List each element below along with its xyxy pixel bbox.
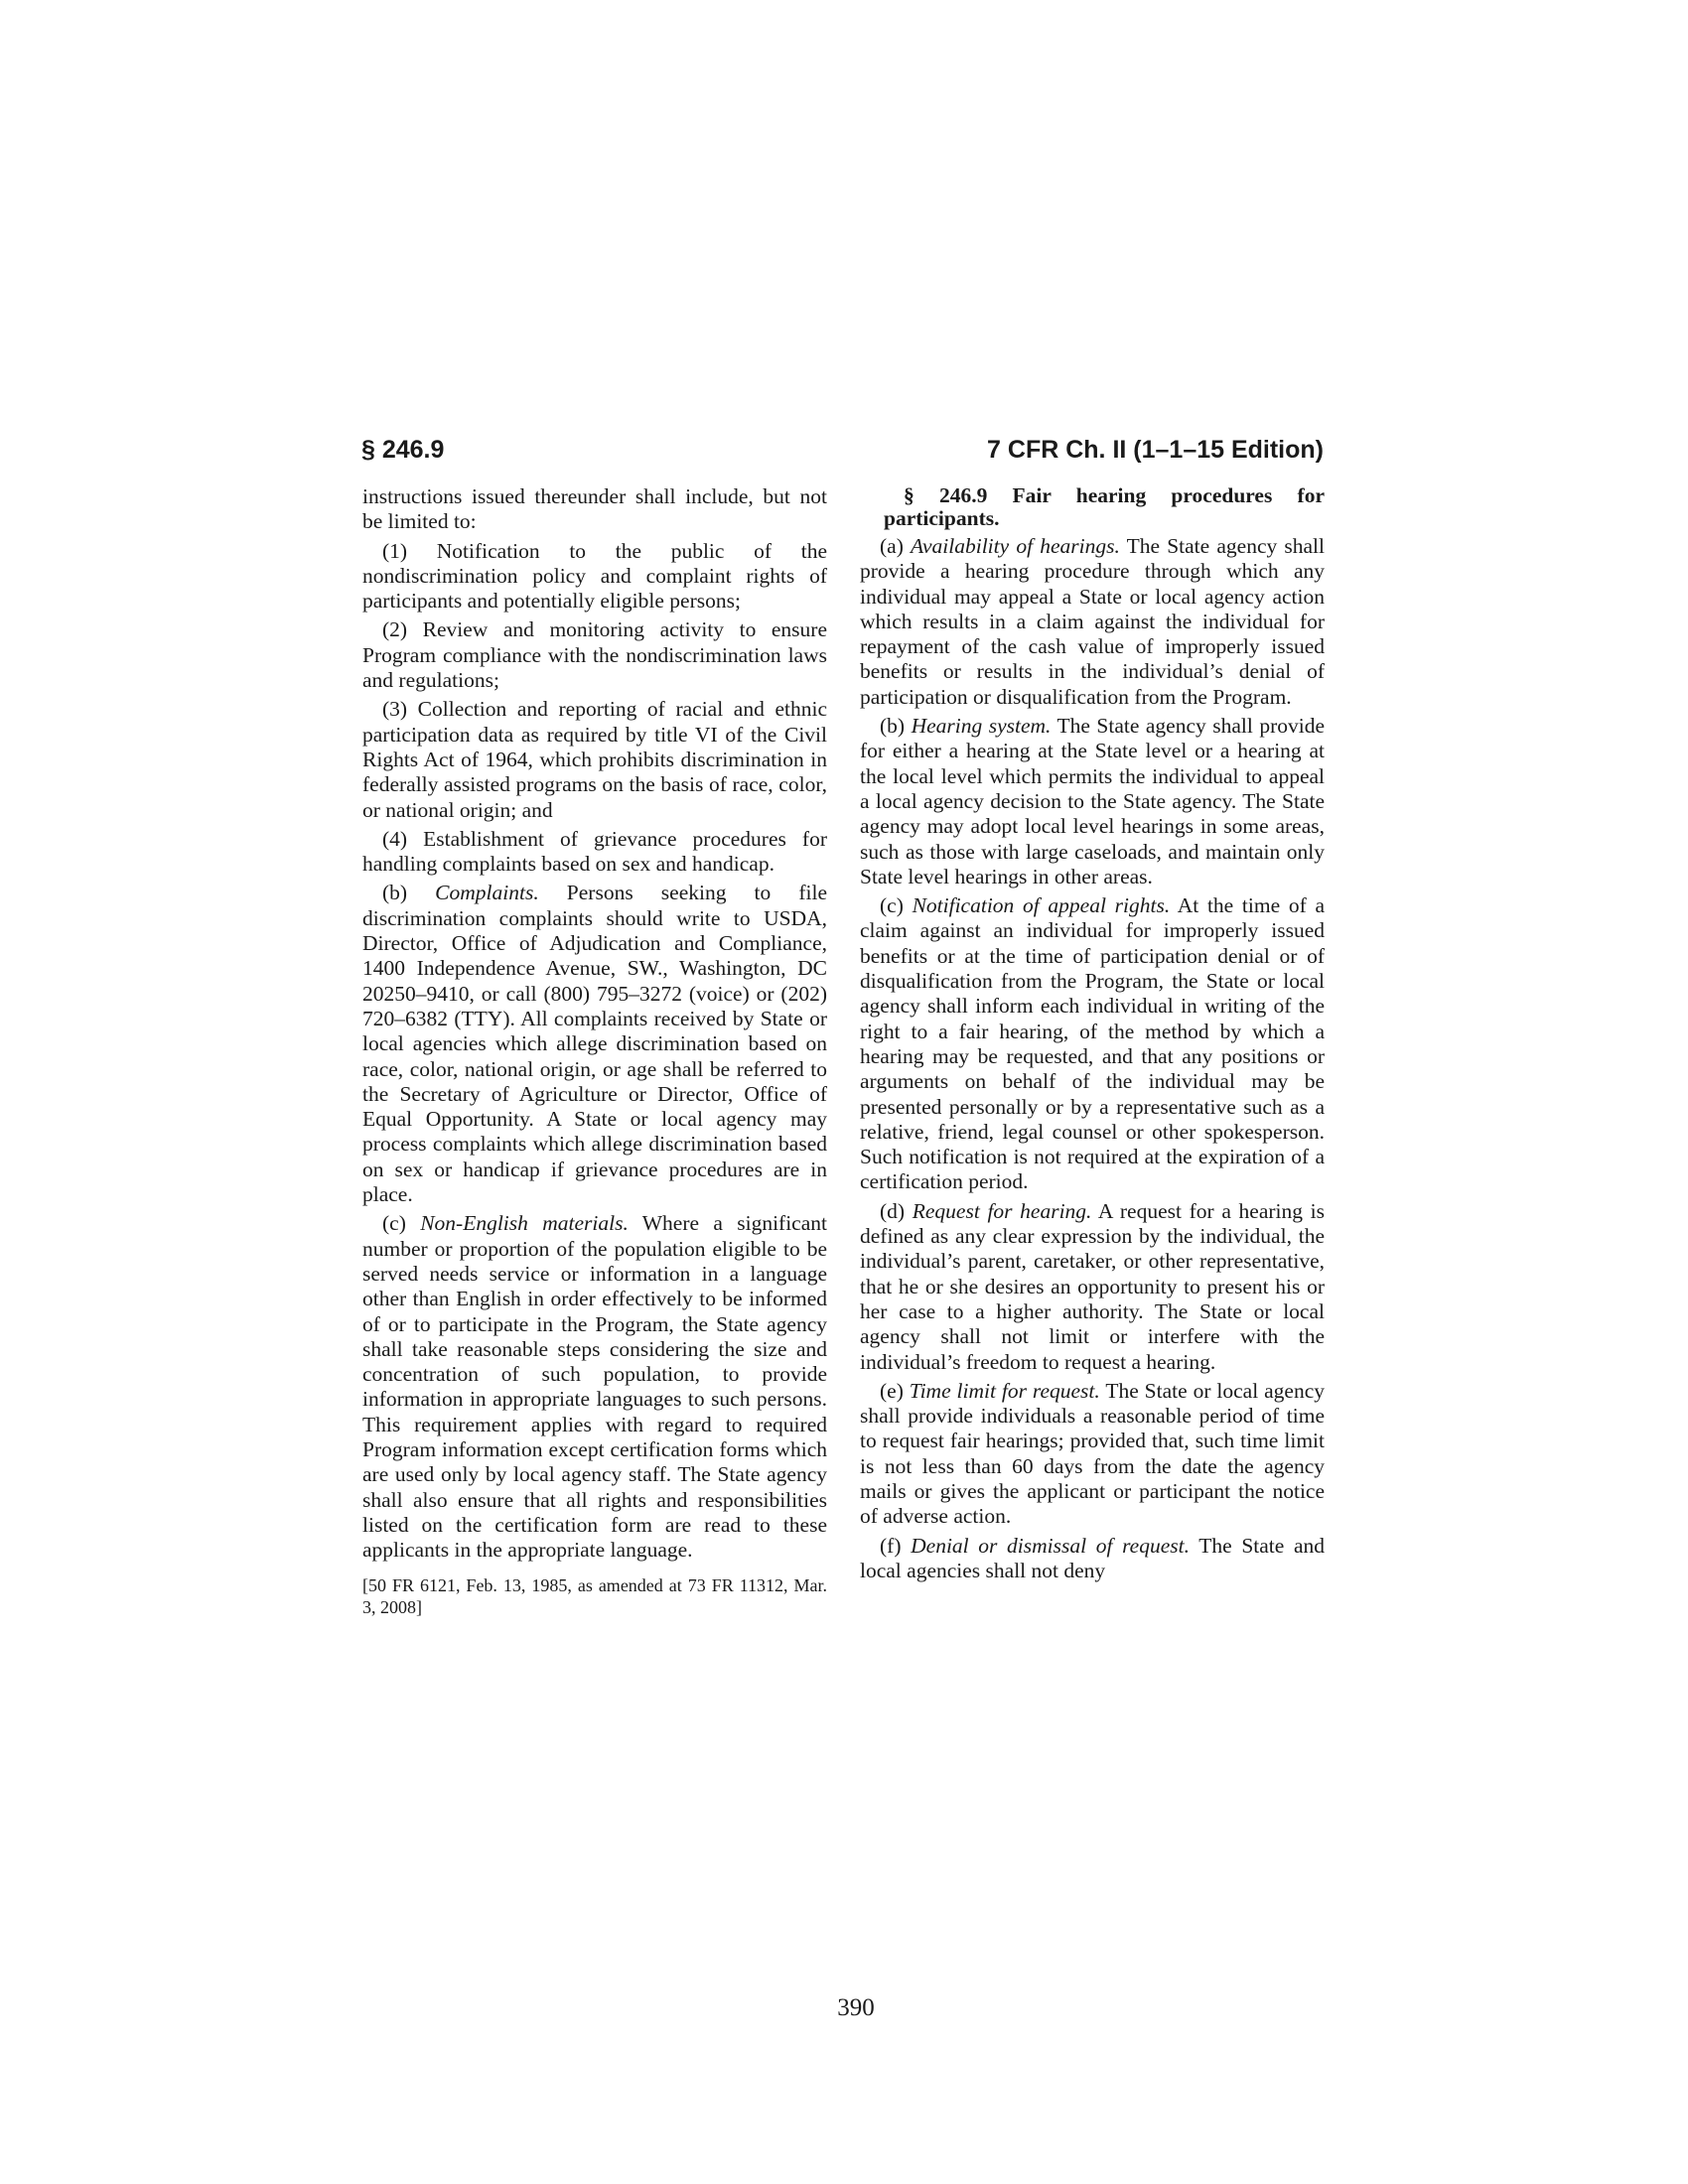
paragraph-label: (c)	[382, 1211, 406, 1236]
paragraph-c-non-english-materials	[362, 1211, 827, 1563]
paragraph-text: The State or local agency shall provide individuals a reasonable period of time to request fair hearings; provided that, such time limit is not less than 60 days from the date the agency mails or gives the applicant or participant the notice of adverse action.	[860, 1378, 1325, 1529]
paragraph-c-notification	[860, 893, 1325, 1195]
paragraph-text: At the time of a claim against an individual for improperly issued benefits or at the time of participation denial or of disqualification from the Program, the State or local agency shall inform each individual in writing of the right to a fair hearing, of the method by which a hearing may be requested, and that any positions or arguments on behalf of the individual may be presented personally or by a representative such as a relative, friend, legal counsel or other spokesperson. Such notification is not required at the expiration of a certification period.	[860, 893, 1325, 1194]
paragraph-text: Where a significant number or proportion of the population eligible to be served needs service or information in a language other than English in order effectively to be informed of or to participate in the Program, the State agency shall take reasonable steps considering the size and concentration of such population, to provide information in appropriate languages to such persons. This requirement applies with regard to required Program information except certification forms which are used only by local agency staff. The State agency shall also ensure that all rights and responsibilities listed on the certification form are read to these applicants in the appropriate language.	[362, 1211, 827, 1563]
paragraph-label: (a)	[880, 534, 904, 558]
left-column	[362, 484, 827, 1622]
list-item-1: (1) Notification to the public of the nondiscrimination policy and complaint rights of participants and potentially eligible persons;	[362, 538, 827, 614]
list-item-3: (3) Collection and reporting of racial and ethnic participation data as required by title VI of the Civil Rights Act of 1964, which prohibits discrimination in federally assisted programs on the basis of race, color, or national origin; and	[362, 697, 827, 822]
paragraph-text: A request for a hearing is defined as any clear expression by the individual, the individual’s parent, caretaker, or other representative, that he or she desires an opportunity to present his or her case to a higher authority. The State or local agency shall not limit or interfere with the individual’s freedom to request a hearing.	[860, 1198, 1325, 1374]
paragraph-heading: Non-English materials.	[420, 1211, 629, 1236]
paragraph-b-complaints	[362, 881, 827, 1207]
paragraph-b-hearing-system	[860, 714, 1325, 889]
paragraph-text: Persons seeking to file discrimination complaints should write to USDA, Director, Office of Adjudication and Compliance, 1400 Independence Avenue, SW., Washington, DC 20250–9410, or call (800) 795–3272 (voice) or (202) 720–6382 (TTY). All complaints received by State or local agencies which allege discrimination based on race, color, national origin, or age shall be referred to the Secretary of Agriculture or Director, Office of Equal Opportunity. A State or local agency may process complaints which allege discrimination based on sex or handicap if grievance procedures are in place.	[362, 881, 828, 1207]
running-head-title: 7 CFR Ch. II (1–1–15 Edition)	[987, 436, 1324, 464]
paragraph-label: (b)	[880, 714, 906, 739]
paragraph-text: The State agency shall provide a hearing procedure through which any individual may appeal a State or local agency action which results in a claim against the individual for repayment of the cash value of improperly issued benefits or results in the individual’s denial of participation or disqualification from the Program.	[860, 534, 1326, 709]
paragraph-heading: Hearing system.	[911, 714, 1052, 739]
paragraph-f-denial	[860, 1534, 1325, 1584]
list-item-2: (2) Review and monitoring activity to ensure Program compliance with the nondiscrimination laws and regulations;	[362, 617, 827, 693]
page-number: 390	[837, 1994, 875, 2021]
paragraph-label: (d)	[880, 1198, 906, 1223]
paragraph-d-request	[860, 1199, 1325, 1375]
paragraph-text: The State agency shall provide for either a hearing at the State level or a hearing at the local level which permits the individual to appeal a local agency decision to the State agency. The State agency may adopt local level hearings in some areas, such as those with large caseloads, and maintain only State level hearings in other areas.	[860, 714, 1325, 888]
paragraph-label: (b)	[382, 881, 408, 905]
paragraph-heading: Availability of hearings.	[911, 534, 1120, 558]
running-head-section: § 246.9	[361, 436, 445, 464]
paragraph-heading: Complaints.	[435, 881, 539, 905]
paragraph-a-availability	[860, 534, 1325, 710]
paragraph-label: (c)	[880, 893, 904, 918]
paragraph-heading: Denial or dismissal of request.	[911, 1533, 1190, 1558]
continuation-paragraph: instructions issued thereunder shall include, but not be limited to:	[362, 484, 827, 534]
paragraph-e-time-limit	[860, 1379, 1325, 1530]
paragraph-heading: Time limit for request.	[909, 1378, 1100, 1403]
paragraph-heading: Notification of appeal rights.	[912, 893, 1171, 918]
paragraph-heading: Request for hearing.	[912, 1198, 1092, 1223]
section-heading: § 246.9 Fair hearing procedures for participants.	[884, 483, 1325, 530]
source-citation: [50 FR 6121, Feb. 13, 1985, as amended at 73 FR 11312, Mar. 3, 2008]	[362, 1575, 827, 1618]
list-item-4: (4) Establishment of grievance procedures for handling complaints based on sex and handicap.	[362, 826, 827, 877]
paragraph-label: (e)	[880, 1378, 904, 1403]
paragraph-text: The State and local agencies shall not deny	[860, 1533, 1326, 1582]
right-column	[860, 484, 1325, 1587]
paragraph-label: (f)	[880, 1533, 902, 1558]
